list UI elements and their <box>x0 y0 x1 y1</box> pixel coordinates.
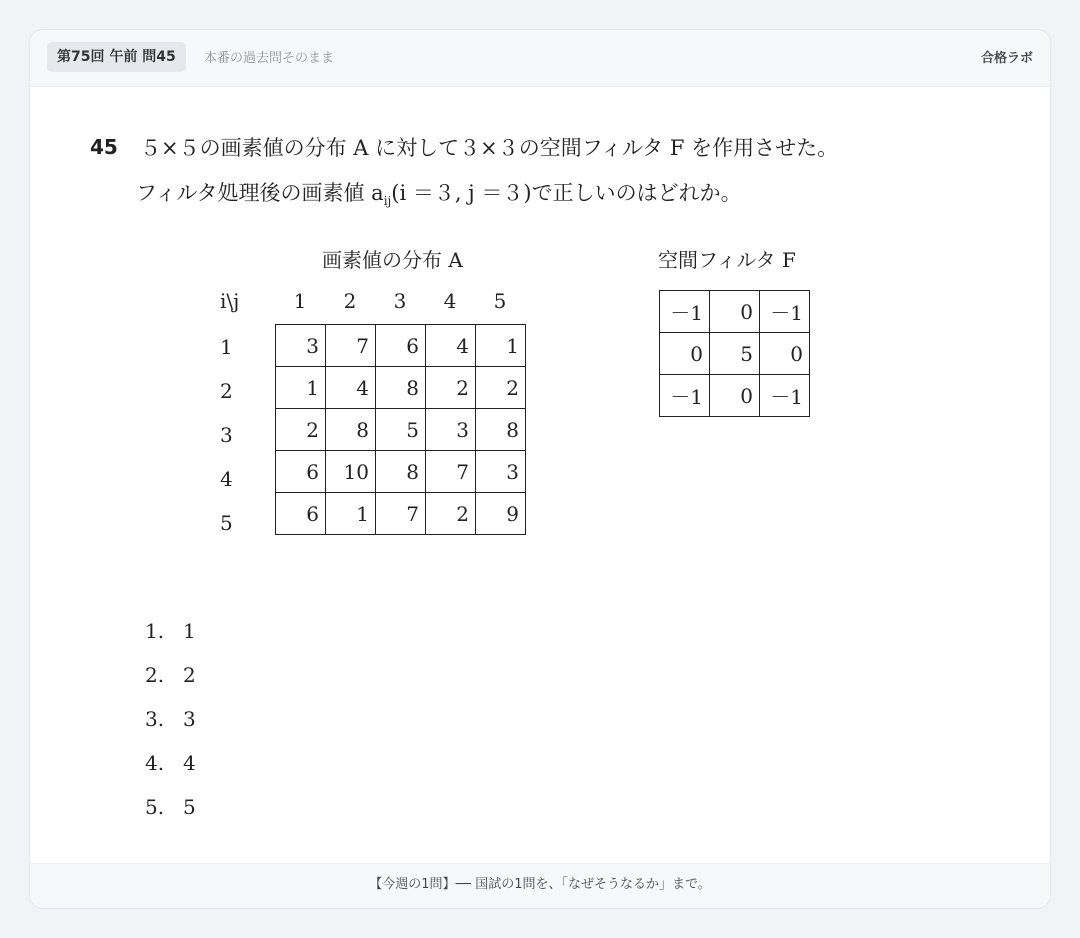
question-number: 45 <box>90 135 118 159</box>
filter-f-table <box>659 290 810 417</box>
filter-cell: 0 <box>760 333 810 375</box>
filter-cell: －1 <box>760 291 810 333</box>
matrix-cell: 1 <box>276 367 326 409</box>
question-text-line2-pre: フィルタ処理後の画素値 a <box>136 181 384 205</box>
option-number: 4. <box>145 751 165 775</box>
matrix-cell: 2 <box>426 367 476 409</box>
matrix-cell: 6 <box>276 451 326 493</box>
col-header: 1 <box>293 289 307 313</box>
filter-cell: 5 <box>710 333 760 375</box>
option-number: 3. <box>145 707 165 731</box>
matrix-corner-label: i\j <box>220 289 240 313</box>
matrix-cell: 2 <box>426 493 476 535</box>
matrix-cell: 2 <box>476 367 526 409</box>
matrix-cell: 3 <box>426 409 476 451</box>
row-header: 1 <box>220 335 233 359</box>
matrix-cell: 6 <box>376 325 426 367</box>
matrix-cell: 7 <box>426 451 476 493</box>
table-row <box>276 325 526 367</box>
table-row <box>660 375 810 417</box>
filter-cell: 0 <box>710 375 760 417</box>
answer-option[interactable] <box>145 748 196 792</box>
option-number: 1. <box>145 619 165 643</box>
answer-option[interactable] <box>145 616 196 660</box>
matrix-cell: 2 <box>276 409 326 451</box>
row-header: 4 <box>220 467 233 491</box>
matrix-cell: 3 <box>476 451 526 493</box>
matrix-cell: 7 <box>376 493 426 535</box>
filter-cell: －1 <box>660 291 710 333</box>
matrix-cell: 7 <box>326 325 376 367</box>
filter-cell: 0 <box>660 333 710 375</box>
filter-cell: －1 <box>760 375 810 417</box>
col-header: 2 <box>343 289 357 313</box>
matrix-cell: 6 <box>276 493 326 535</box>
question-text-line2 <box>136 177 742 208</box>
filter-f-caption: 空間フィルタ F <box>658 248 796 272</box>
matrix-cell: 8 <box>326 409 376 451</box>
matrix-cell: 10 <box>326 451 376 493</box>
col-header: 4 <box>443 289 457 313</box>
table-row <box>660 333 810 375</box>
filter-cell: 0 <box>710 291 760 333</box>
matrix-cell: 8 <box>476 409 526 451</box>
option-number: 2. <box>145 663 165 687</box>
option-text: 2 <box>183 663 196 687</box>
matrix-cell: 1 <box>326 493 376 535</box>
exam-badge: 第75回 午前 問45 <box>47 42 186 72</box>
question-subscript: ij <box>383 194 392 209</box>
option-text: 1 <box>183 619 196 643</box>
col-header: 5 <box>493 289 507 313</box>
matrix-cell: 9 <box>476 493 526 535</box>
matrix-a-caption: 画素値の分布 A <box>322 248 463 272</box>
card-header <box>30 30 1050 87</box>
table-row <box>276 493 526 535</box>
row-header: 3 <box>220 423 233 447</box>
option-text: 3 <box>183 707 196 731</box>
answer-option[interactable] <box>145 660 196 704</box>
brand-name: 合格ラボ <box>980 51 1033 66</box>
option-number: 5. <box>145 795 165 819</box>
filter-cell: －1 <box>660 375 710 417</box>
option-text: 4 <box>183 751 196 775</box>
matrix-cell: 8 <box>376 367 426 409</box>
matrix-cell: 4 <box>326 367 376 409</box>
matrix-a-table <box>275 324 526 535</box>
question-text-line1: ５×５の画素値の分布 A に対して３×３の空間フィルタ F を作用させた。 <box>140 136 839 160</box>
answer-option[interactable] <box>145 704 196 748</box>
option-text: 5 <box>183 795 196 819</box>
table-row <box>276 367 526 409</box>
matrix-cell: 3 <box>276 325 326 367</box>
card-footer: 【今週の1問】── 国試の1問を、「なぜそうなるか」まで。 <box>30 863 1050 908</box>
question-text-line2-post: (i ＝３, j ＝３)で正しいのはどれか。 <box>391 181 742 205</box>
table-row <box>276 451 526 493</box>
answer-options <box>145 616 196 836</box>
table-row <box>660 291 810 333</box>
matrix-cell: 4 <box>426 325 476 367</box>
table-row <box>276 409 526 451</box>
answer-option[interactable] <box>145 792 196 836</box>
header-subtitle: 本番の過去問そのまま <box>204 51 335 66</box>
row-header: 2 <box>220 379 233 403</box>
col-header: 3 <box>393 289 407 313</box>
matrix-cell: 1 <box>476 325 526 367</box>
matrix-cell: 8 <box>376 451 426 493</box>
matrix-cell: 5 <box>376 409 426 451</box>
question-card <box>29 29 1051 909</box>
row-header: 5 <box>220 511 233 535</box>
